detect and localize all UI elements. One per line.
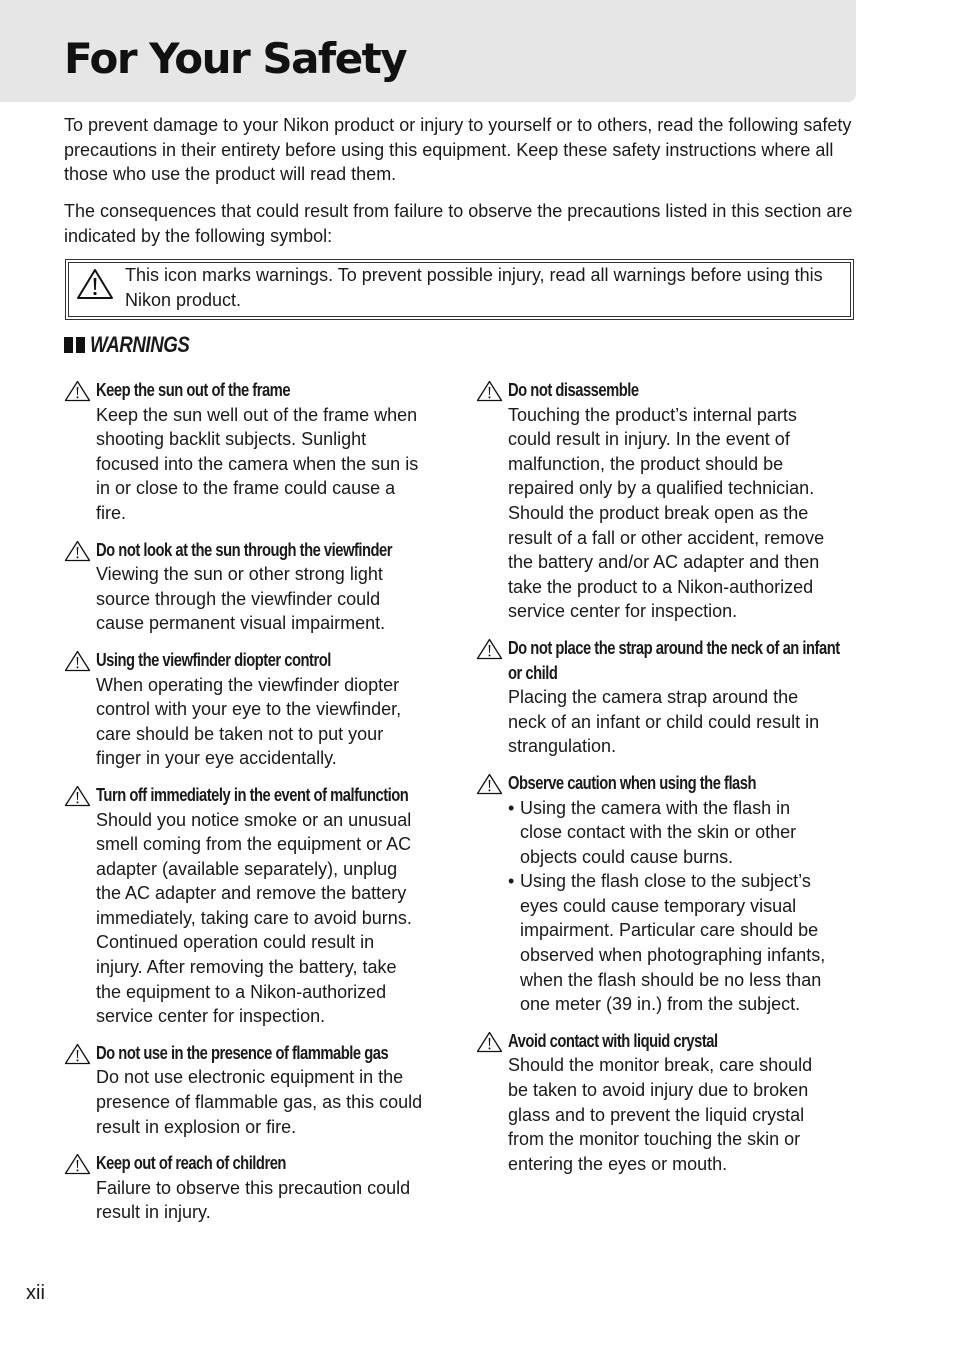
warning-heading: Turn off immediately in the event of malfunction	[96, 784, 409, 805]
page-title: For Your Safety	[64, 34, 407, 83]
warning-triangle-icon	[76, 268, 114, 300]
warnings-column-left	[64, 378, 424, 1237]
warning-item	[64, 1151, 424, 1225]
warning-body: Touching the product’s internal parts could result in injury. In the event of malfunction, the product should be repaired only by a qualified technician. Should the product break open as the result of a fall or other accident, remove the battery and/or AC adapter and then take the product to a Nikon-authorized service center for inspection.	[508, 404, 825, 622]
warning-item	[476, 1029, 836, 1177]
warning-item	[64, 378, 424, 526]
warning-triangle-icon	[476, 773, 503, 795]
warning-triangle-icon	[64, 650, 91, 672]
warnings-title: WARNINGS	[90, 332, 190, 357]
warning-item	[476, 636, 840, 759]
warning-item	[64, 538, 424, 636]
intro-paragraph-2: The consequences that could result from failure to observe the precautions listed in this section are indicated by the following symbol:	[64, 201, 853, 246]
warning-heading: Do not look at the sun through the viewfinder	[96, 539, 393, 560]
warning-triangle-icon	[64, 540, 91, 562]
warning-heading: Do not use in the presence of flammable gas	[96, 1042, 389, 1063]
warning-body: Failure to observe this precaution could result in injury.	[96, 1177, 411, 1223]
warning-triangle-icon	[476, 638, 503, 660]
warning-item	[64, 783, 424, 1029]
warning-heading: Using the viewfinder diopter control	[96, 649, 331, 670]
warning-triangle-icon	[476, 380, 503, 402]
page-number: xii	[26, 1282, 45, 1304]
warning-item	[64, 1041, 424, 1139]
warning-bullet: • Using the camera with the flash in close contact with the skin or other objects could cause burns.	[508, 796, 836, 870]
warning-heading: Avoid contact with liquid crystal	[508, 1030, 718, 1051]
warning-symbol-legend	[65, 259, 854, 320]
warning-triangle-icon	[64, 1043, 91, 1065]
warning-body: Do not use electronic equipment in the presence of flammable gas, as this could result in explosion or fire.	[96, 1067, 423, 1137]
warning-heading: Keep out of reach of children	[96, 1153, 286, 1174]
warning-triangle-icon	[476, 1031, 503, 1053]
warnings-column-right	[476, 378, 840, 1188]
warning-body: Viewing the sun or other strong light source through the viewfinder could cause permanent visual impairment.	[96, 564, 386, 634]
warning-item	[476, 771, 836, 1017]
warning-body: Should the monitor break, care should be taken to avoid injury due to broken glass and to prevent the liquid crystal from the monitor touching the skin or entering the eyes or mouth.	[508, 1055, 813, 1174]
warning-triangle-icon	[64, 380, 91, 402]
warning-bullet-list	[508, 796, 836, 1017]
warning-body: When operating the viewfinder diopter control with your eye to the viewfinder, care should be taken not to put your finger in your eye accidentally.	[96, 674, 402, 769]
warning-body: Keep the sun well out of the frame when shooting backlit subjects. Sunlight focused into the camera when the sun is in or close to the frame could cause a fire.	[96, 404, 419, 523]
warning-triangle-icon	[64, 1153, 91, 1175]
warning-item	[476, 378, 836, 624]
warning-triangle-icon	[64, 785, 91, 807]
warning-heading: Keep the sun out of the frame	[96, 380, 291, 400]
warnings-section-heading	[64, 331, 207, 359]
warning-heading: Do not place the strap around the neck of an infant or child	[508, 637, 840, 683]
warning-heading: Observe caution when using the flash	[508, 772, 757, 793]
warning-bullet: • Using the flash close to the subject’s eyes could cause temporary visual impairment. Particular care should be observed when photographing infants, when the flash should be no less than one meter (39 in.) from the subject.	[508, 869, 836, 1017]
warning-symbol-text: This icon marks warnings. To prevent possible injury, read all warnings before using this Nikon product.	[125, 265, 823, 310]
warning-heading: Do not disassemble	[508, 380, 639, 400]
warning-item	[64, 648, 424, 771]
warning-body: Placing the camera strap around the neck of an infant or child could result in strangulation.	[508, 687, 820, 757]
warning-body: Should you notice smoke or an unusual smell coming from the equipment or AC adapter (available separately), unplug the AC adapter and remove the battery immediately, taking care to avoid burns. Continued operation could result in injury. After removing the battery, take the equipment to a Nikon-authorized service center for inspection.	[96, 809, 412, 1027]
intro-paragraph-1: To prevent damage to your Nikon product or injury to yourself or to others, read the following safety precautions in their entirety before using this equipment. Keep these safety instructions where all those who use the product will read them.	[64, 115, 852, 185]
double-square-marker-icon	[64, 337, 86, 353]
